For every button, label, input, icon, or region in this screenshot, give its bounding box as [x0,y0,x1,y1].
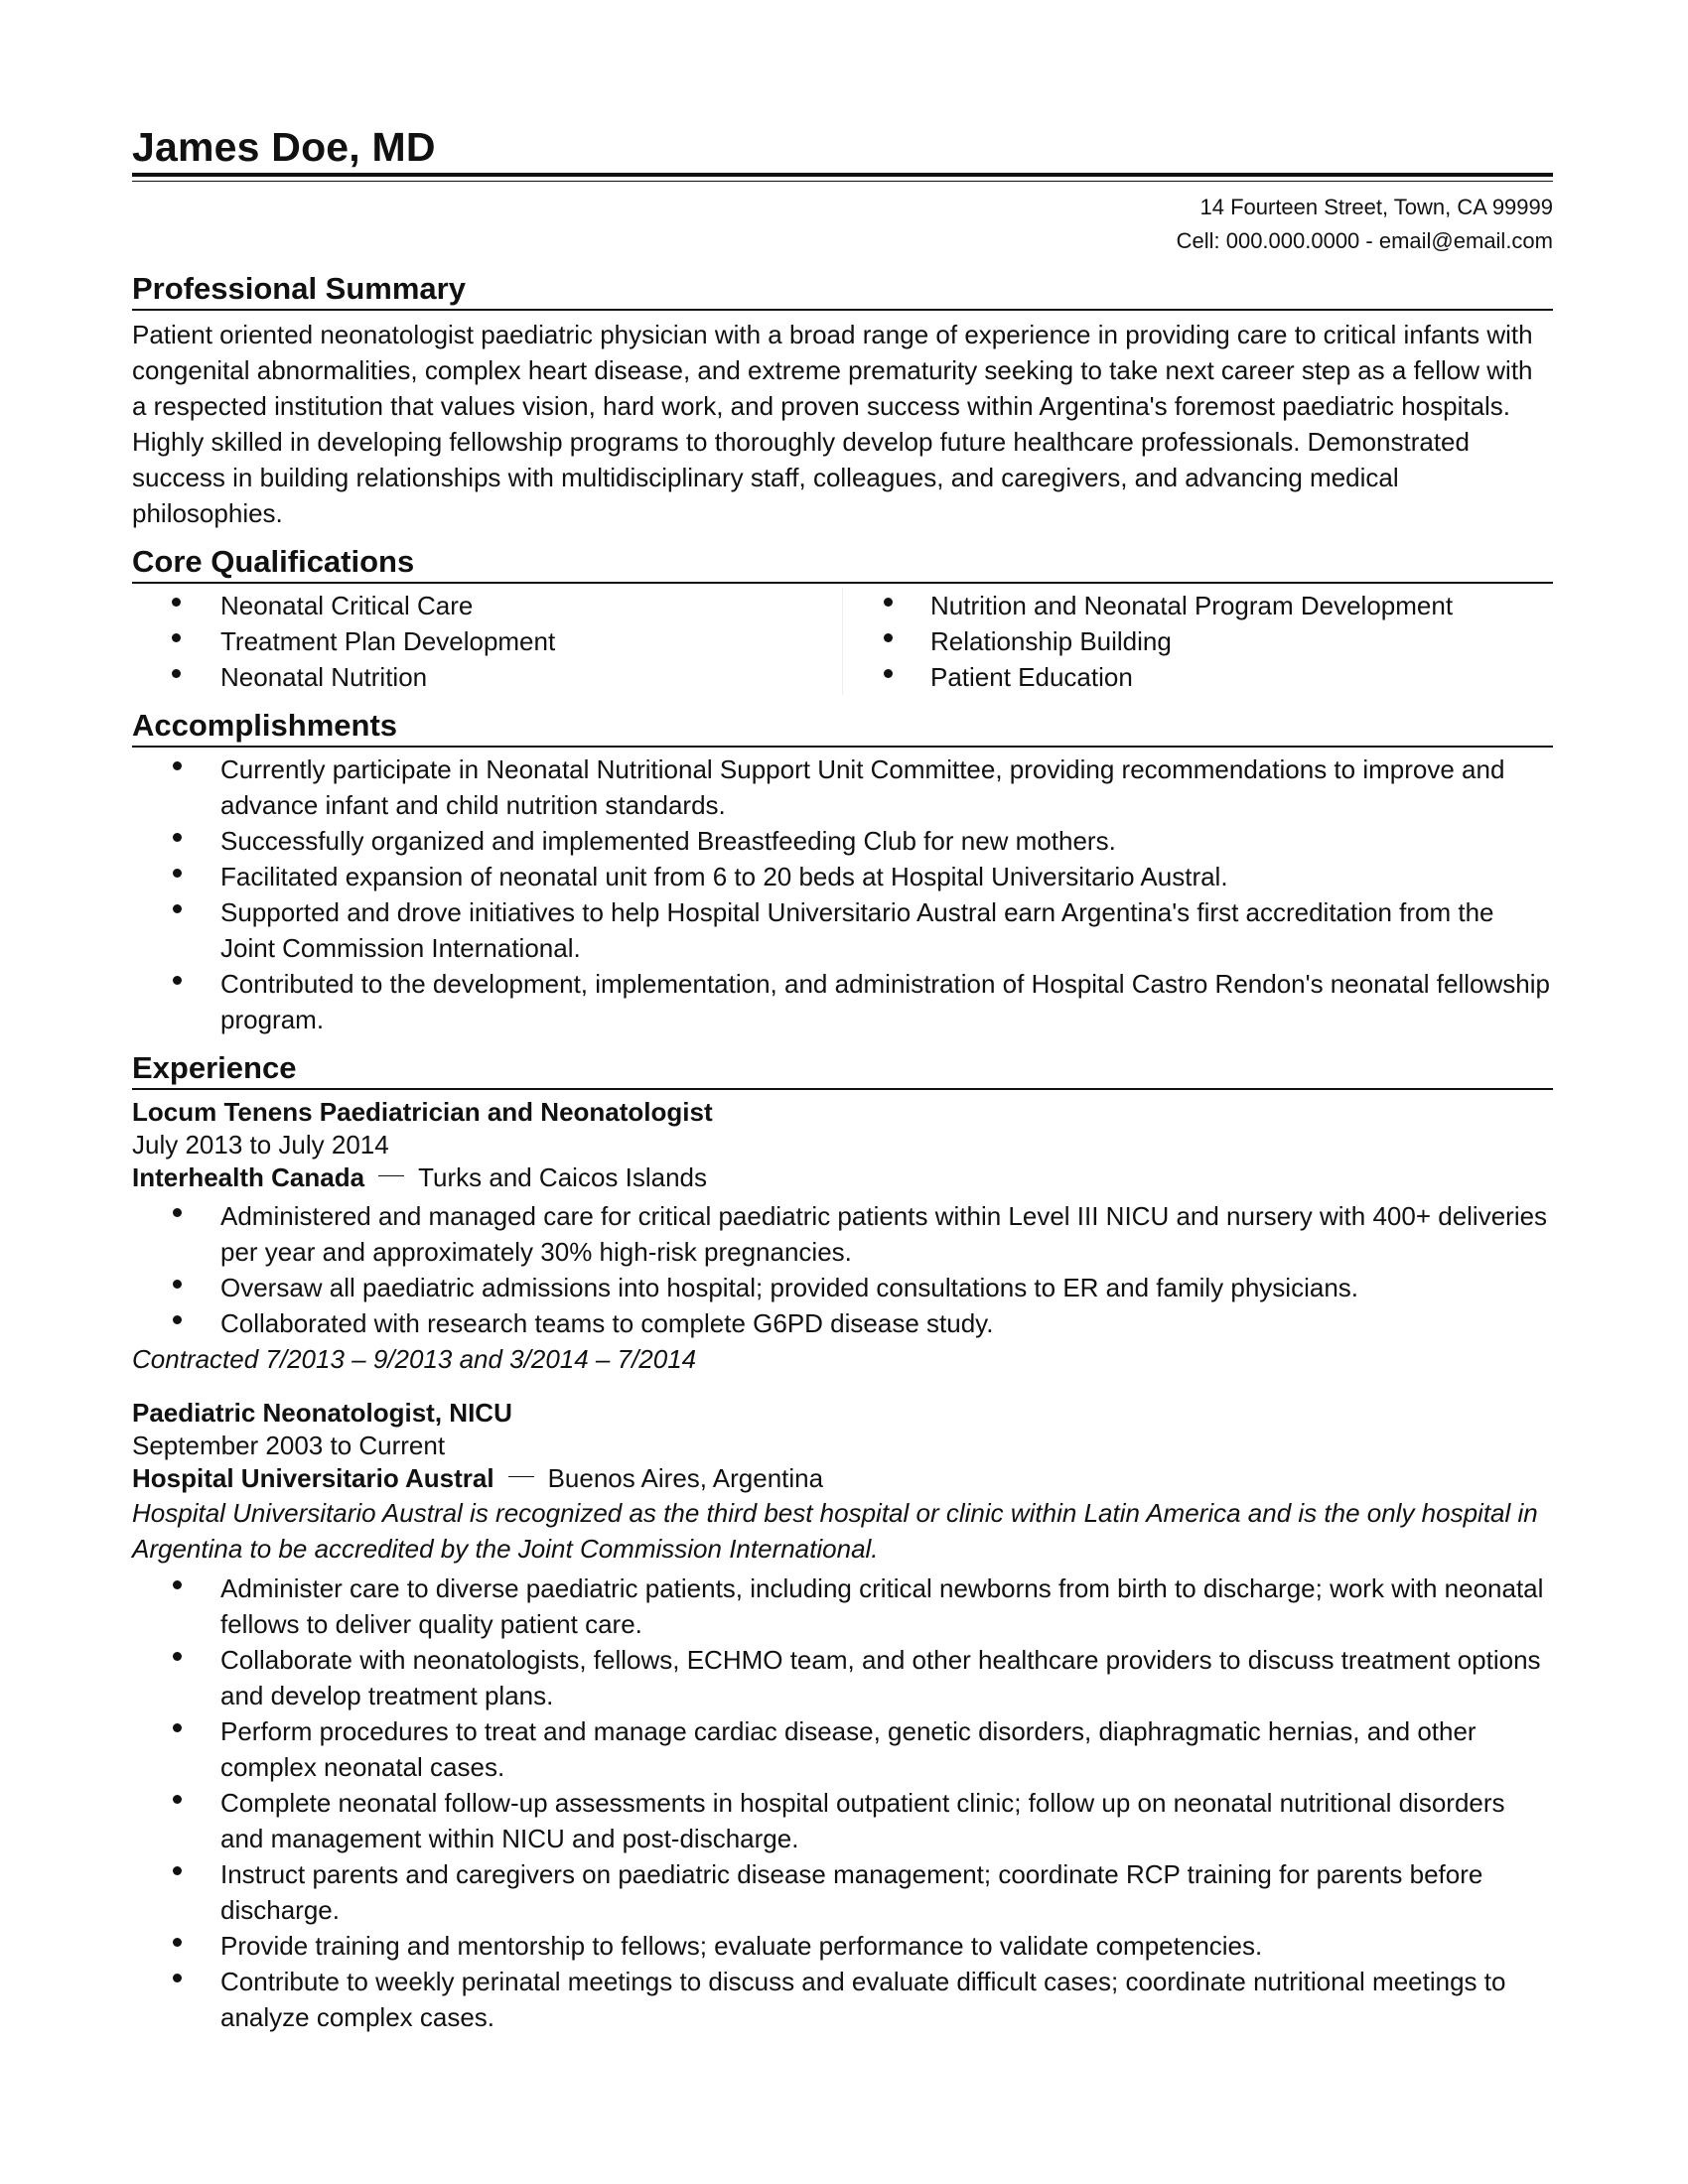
summary-text: Patient oriented neonatologist paediatric physician with a broad range of experience in providing care to critical infants with congenital abnormalities, complex heart disease, and extreme prematurity seeking to take next career step as a fellow with a respected institution that values vision, hard work, and proven success within Argentina's foremost paediatric hospitals. Highly skilled in developing fellowship programs to thoroughly develop future healthcare professionals. Demonstrated success in building relationships with multidisciplinary staff, colleagues, and caregivers, and advancing medical philosophies. [132,320,1533,528]
company-name: Interhealth Canada [132,1162,365,1192]
qualifications-column-right [843,588,1553,695]
job-location: Buenos Aires, Argentina [547,1463,824,1493]
job-bullet: Instruct parents and caregivers on paediatric disease management; coordinate RCP training for parents before discharge. [132,1856,1553,1928]
qualifications-column-left [132,588,843,695]
experience-entry [132,1397,1553,2035]
job-note: Contracted 7/2013 – 9/2013 and 3/2014 – 7/2014 [132,1344,697,1374]
job-bullet: Contribute to weekly perinatal meetings to discuss and evaluate difficult cases; coordinate nutritional meetings to analyze complex cases. [132,1964,1553,2035]
section-title-accomplishments: Accomplishments [132,707,1553,748]
job-dates: July 2013 to July 2014 [132,1130,389,1160]
job-bullet: Administered and managed care for critical paediatric patients within Level III NICU and nursery with 400+ deliveries per year and approximately 30% high-risk pregnancies. [132,1198,1553,1270]
contact-block [132,191,1553,258]
accomplishments-list [132,751,1553,1037]
qualification-item: Neonatal Critical Care [132,588,842,623]
name-rule-thin [132,181,1553,182]
accomplishment-item: Facilitated expansion of neonatal unit from 6 to 20 beds at Hospital Universitario Austral. [132,859,1553,894]
contact-line: Cell: 000.000.0000 - email@email.com [1176,228,1553,253]
qualifications-list [132,588,1553,695]
job-bullet: Oversaw all paediatric admissions into hospital; provided consultations to ER and family physicians. [132,1270,1553,1305]
company-name: Hospital Universitario Austral [132,1463,494,1493]
job-company-line [132,1161,1553,1194]
accomplishment-item: Supported and drove initiatives to help Hospital Universitario Austral earn Argentina's first accreditation from the Joint Commission International. [132,894,1553,966]
experience-entry [132,1096,1553,1377]
job-bullet: Complete neonatal follow-up assessments in hospital outpatient clinic; follow up on neonatal nutritional disorders and management within NICU and post-discharge. [132,1785,1553,1856]
job-title: Paediatric Neonatologist, NICU [132,1398,512,1428]
job-title: Locum Tenens Paediatrician and Neonatologist [132,1097,713,1127]
section-title-summary: Professional Summary [132,270,1553,311]
job-company-line [132,1462,1553,1495]
qualification-item: Treatment Plan Development [132,623,842,659]
section-title-qualifications: Core Qualifications [132,543,1553,584]
qualification-item: Nutrition and Neonatal Program Development [843,588,1553,623]
qualification-item: Neonatal Nutrition [132,659,842,695]
job-bullets [132,1198,1553,1341]
job-bullet: Provide training and mentorship to fellows; evaluate performance to validate competencies. [132,1928,1553,1964]
address-line: 14 Fourteen Street, Town, CA 99999 [1199,195,1553,219]
candidate-name: James Doe, MD [132,124,436,170]
job-location: Turks and Caicos Islands [418,1162,708,1192]
job-bullets [132,1570,1553,2035]
job-bullet: Collaborate with neonatologists, fellows, ECHMO team, and other healthcare providers to discuss treatment options and develop treatment plans. [132,1642,1553,1713]
separator-dash [508,1476,534,1477]
qualification-item: Relationship Building [843,623,1553,659]
section-title-experience: Experience [132,1049,1553,1090]
accomplishment-item: Currently participate in Neonatal Nutritional Support Unit Committee, providing recommendations to improve and advance infant and child nutrition standards. [132,751,1553,823]
separator-dash [378,1175,404,1176]
job-dates: September 2003 to Current [132,1431,446,1460]
job-bullet: Administer care to diverse paediatric patients, including critical newborns from birth to discharge; work with neonatal fellows to deliver quality patient care. [132,1570,1553,1642]
name-rule-thick [132,173,1553,177]
accomplishment-item: Contributed to the development, implementation, and administration of Hospital Castro Rendon's neonatal fellowship program. [132,966,1553,1037]
job-bullet: Collaborated with research teams to complete G6PD disease study. [132,1305,1553,1341]
company-description: Hospital Universitario Austral is recognized as the third best hospital or clinic within Latin America and is the only hospital in Argentina to be accredited by the Joint Commission International. [132,1498,1538,1564]
accomplishment-item: Successfully organized and implemented Breastfeeding Club for new mothers. [132,823,1553,859]
qualification-item: Patient Education [843,659,1553,695]
job-bullet: Perform procedures to treat and manage cardiac disease, genetic disorders, diaphragmatic hernias, and other complex neonatal cases. [132,1713,1553,1785]
